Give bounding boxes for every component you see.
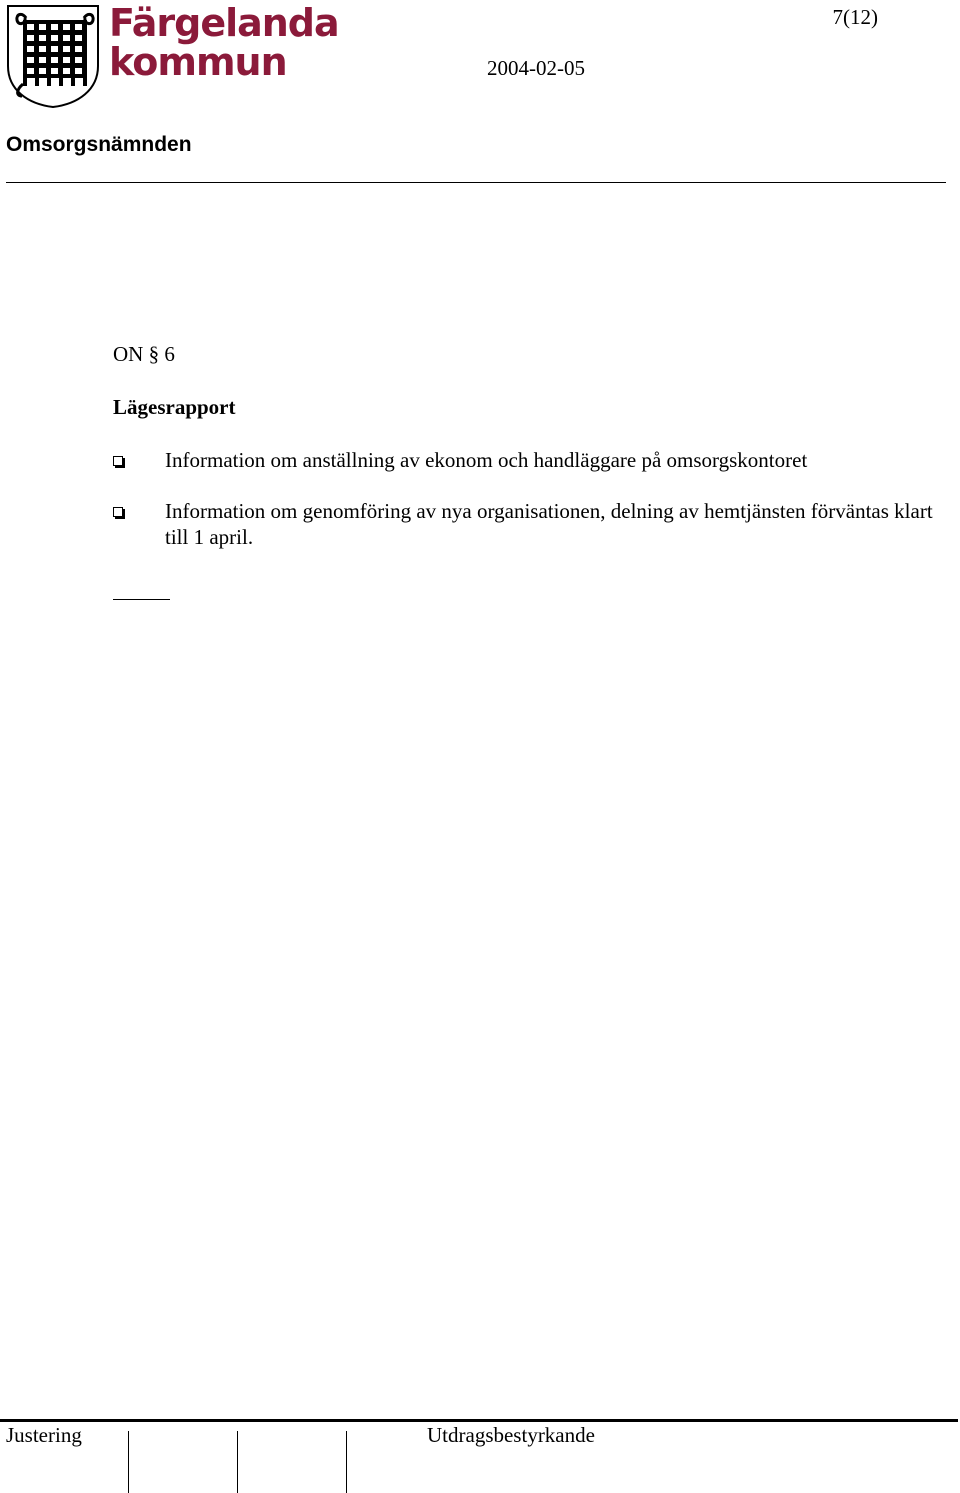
committee-name: Omsorgsnämnden: [6, 133, 192, 156]
section-end-rule: [113, 599, 170, 600]
section-title: Lägesrapport: [113, 395, 236, 419]
brand-name-line1: Färgelanda: [109, 1, 339, 45]
signature-box-divider: [128, 1431, 129, 1493]
footer-utdrag-label: Utdragsbestyrkande: [427, 1423, 595, 1447]
page-number: 7(12): [832, 5, 878, 29]
signature-box-divider: [237, 1431, 238, 1493]
section-reference: ON § 6: [113, 342, 175, 366]
header-divider: [6, 182, 946, 183]
coat-of-arms-gate-icon: [6, 4, 100, 108]
signature-box-divider: [346, 1431, 347, 1493]
checkbox-bullet-icon: [113, 507, 123, 517]
checkbox-bullet-icon: [113, 456, 123, 466]
document-date: 2004-02-05: [487, 56, 585, 80]
list-item: Information om genomföring av nya organisationen, delning av hemtjänsten förväntas klart till 1 april.: [165, 499, 933, 549]
footer-divider: [0, 1419, 958, 1422]
list-item: Information om anställning av ekonom och handläggare på omsorgskontoret: [165, 448, 808, 472]
footer-justering-label: Justering: [6, 1423, 82, 1447]
brand-name-line2: kommun: [109, 40, 287, 84]
